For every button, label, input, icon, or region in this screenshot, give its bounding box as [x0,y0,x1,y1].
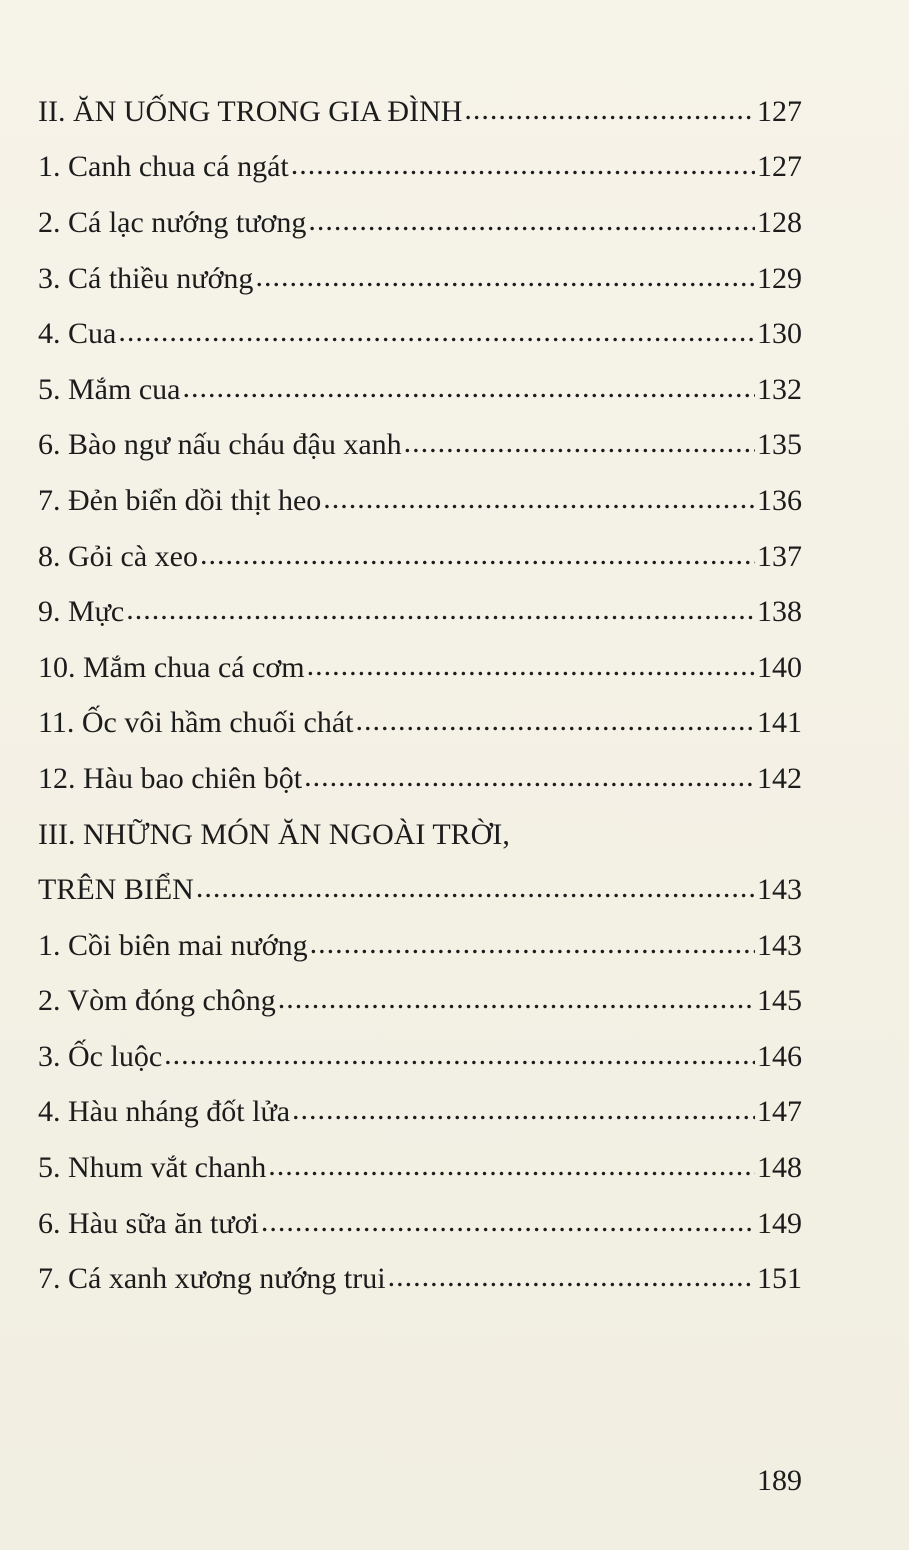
toc-entry [38,140,802,196]
toc-entry-page: 146 [757,1039,802,1073]
toc-dot-leader [323,486,755,516]
toc-entry-page: 142 [757,761,802,795]
toc-entry-title: 5. Mắm cua [38,372,181,406]
toc-entry [38,751,802,807]
toc-dot-leader [388,1264,755,1294]
toc-dot-leader [182,375,755,405]
toc-entry-page: 141 [757,706,802,740]
toc-entry-title: 1. Canh chua cá ngát [38,150,289,184]
toc-dot-leader [464,97,755,127]
toc-entry [38,584,802,640]
table-of-contents [38,84,802,1307]
toc-entry-page: 129 [757,261,802,295]
toc-dot-leader [196,875,755,905]
toc-entry [38,195,802,251]
toc-entry-title: TRÊN BIỂN [38,873,194,907]
toc-entry-title: 12. Hàu bao chiên bột [38,761,303,795]
toc-entry-page: 128 [757,205,802,239]
toc-entry-title: 2. Vòm đóng chông [38,984,276,1018]
toc-dot-leader [255,264,755,294]
toc-entry-page: 143 [757,928,802,962]
toc-entry-title: 4. Cua [38,317,117,351]
toc-entry-page: 130 [757,317,802,351]
toc-dot-leader [355,708,755,738]
toc-entry-page: 137 [757,539,802,573]
toc-entry-title: 6. Bào ngư nấu cháu đậu xanh [38,428,402,462]
toc-entry-page: 135 [757,428,802,462]
toc-entry [38,418,802,474]
toc-entry-page: 149 [757,1206,802,1240]
toc-entry-page: 143 [757,873,802,907]
toc-dot-leader [310,931,755,961]
toc-entry [38,974,802,1030]
toc-entry-page: 148 [757,1151,802,1185]
toc-entry [38,1140,802,1196]
toc-entry-page: 145 [757,984,802,1018]
toc-entry [38,251,802,307]
toc-dot-leader [200,542,755,572]
toc-entry [38,696,802,752]
toc-entry-title: 10. Mắm chua cá cơm [38,650,305,684]
toc-entry-title: II. ĂN UỐNG TRONG GIA ĐÌNH [38,94,463,128]
toc-entry-title: 3. Cá thiều nướng [38,261,254,295]
toc-entry-page: 140 [757,650,802,684]
toc-entry [38,1196,802,1252]
toc-entry [38,362,802,418]
toc-entry-title: 4. Hàu nháng đốt lửa [38,1095,291,1129]
toc-entry-title: 11. Ốc vôi hầm chuối chát [38,706,354,740]
toc-dot-leader [118,319,755,349]
toc-dot-leader [304,764,755,794]
toc-entry-page: 132 [757,372,802,406]
toc-section-heading [38,807,802,863]
toc-dot-leader [261,1209,755,1239]
toc-dot-leader [308,208,755,238]
toc-entry [38,1251,802,1307]
toc-entry-page: 136 [757,483,802,517]
toc-entry [38,640,802,696]
toc-dot-leader [292,1097,755,1127]
toc-entry-title: 7. Đẻn biển dồi thịt heo [38,483,322,517]
toc-entry-title: III. NHỮNG MÓN ĂN NGOÀI TRỜI, [38,817,510,851]
toc-entry [38,862,802,918]
toc-entry [38,306,802,362]
toc-dot-leader [404,430,755,460]
toc-entry-title: 8. Gỏi cà xeo [38,539,198,573]
toc-entry-page: 147 [757,1095,802,1129]
toc-dot-leader [126,597,755,627]
toc-entry [38,473,802,529]
toc-entry-title: 7. Cá xanh xương nướng trui [38,1262,386,1296]
toc-dot-leader [278,986,755,1016]
toc-entry [38,84,802,140]
toc-entry-page: 151 [757,1262,802,1296]
toc-dot-leader [291,152,755,182]
toc-dot-leader [268,1153,755,1183]
toc-dot-leader [164,1042,755,1072]
toc-entry-title: 2. Cá lạc nướng tương [38,205,307,239]
toc-entry [38,1085,802,1141]
toc-entry-page: 127 [757,94,802,128]
toc-entry-title: 3. Ốc luộc [38,1039,163,1073]
toc-entry [38,1029,802,1085]
toc-entry-page: 138 [757,595,802,629]
toc-entry [38,529,802,585]
toc-entry-page: 127 [757,150,802,184]
toc-entry [38,918,802,974]
toc-entry-title: 9. Mực [38,595,125,629]
toc-dot-leader [307,653,755,683]
page-number: 189 [757,1464,802,1497]
toc-entry-title: 5. Nhum vắt chanh [38,1151,267,1185]
toc-entry-title: 1. Cồi biên mai nướng [38,928,308,962]
toc-entry-title: 6. Hàu sữa ăn tươi [38,1206,259,1240]
